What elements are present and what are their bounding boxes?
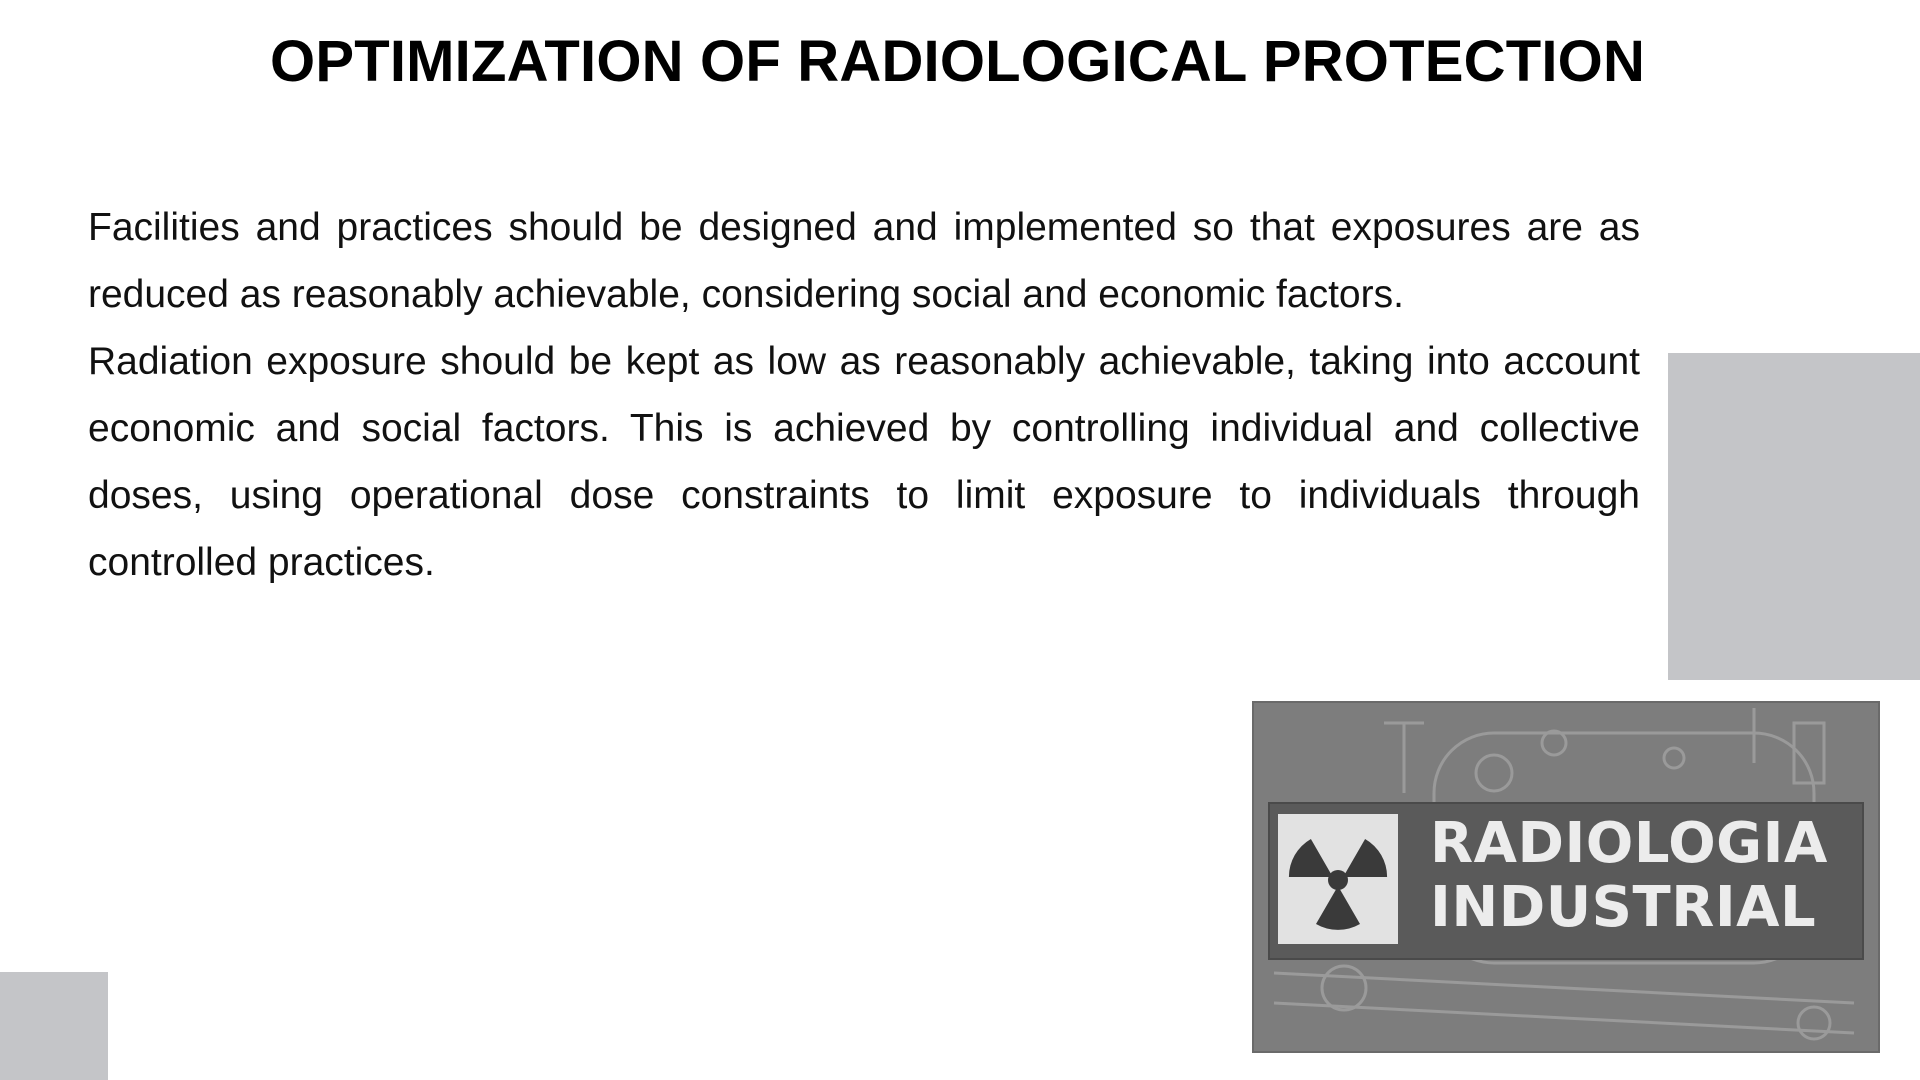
hazard-symbol-box [1278,814,1398,944]
radiation-hazard-icon [1278,814,1398,944]
decorative-gray-block-bottom-left [0,972,108,1080]
radiologia-industrial-banner [1268,802,1864,960]
decorative-gray-block-right [1668,353,1920,680]
paragraph-2: Radiation exposure should be kept as low as reasonably achievable, taking into account economic and social factors. This is achieved by controlling individual and collective doses, using operational dose constraints to limit exposure to individuals through controlled practices. [88,340,1640,584]
paragraph-1: Facilities and practices should be designed and implemented so that exposures are as reduced as reasonably achievable, considering social and economic factors. [88,206,1640,316]
banner-text-line-1: RADIOLOGIA [1430,811,1828,876]
industrial-radiology-photo [1252,701,1880,1053]
body-text [88,194,1640,596]
banner-text-line-2: INDUSTRIAL [1430,875,1817,940]
slide-title: OPTIMIZATION OF RADIOLOGICAL PROTECTION [270,29,1646,94]
